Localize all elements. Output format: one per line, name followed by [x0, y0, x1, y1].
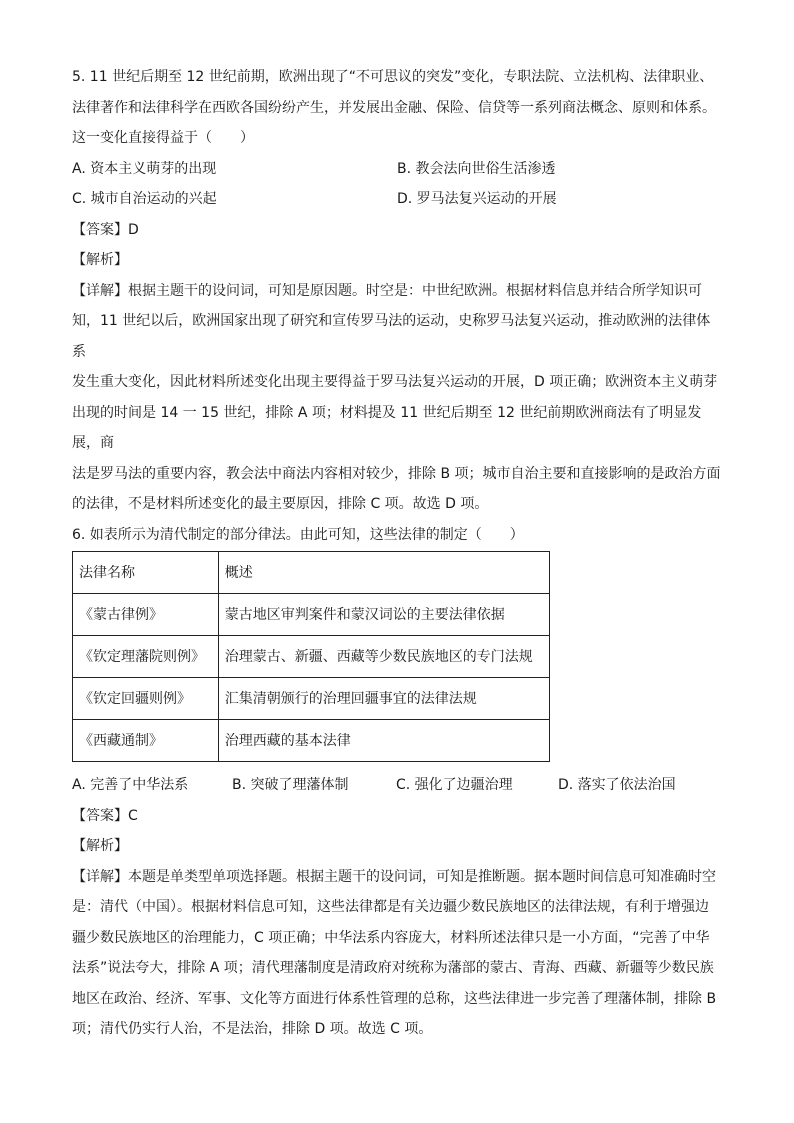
q5-detail-line: 【详解】根据主题干的设问词，可知是原因题。时空是：中世纪欧洲。根据材料信息并结合所学知识可: [72, 282, 702, 299]
q6-stem: 6. 如表所示为清代制定的部分律法。由此可知，这些法律的制定（ ）: [72, 526, 524, 543]
q6-detail: [72, 862, 722, 1045]
table-cell-summary: 蒙古地区审判案件和蒙汉词讼的主要法律依据: [218, 594, 549, 636]
q5-option-a: A. 资本主义萌芽的出现: [72, 160, 217, 177]
q5-stem-line-2: 法律著作和法律科学在西欧各国纷纷产生，并发展出金融、保险、信贷等一系列商法概念、原则和体系。: [72, 99, 716, 116]
table-header-row: [73, 552, 550, 594]
q5-option-c: C. 城市自治运动的兴起: [72, 191, 217, 207]
q6-option-b: B. 突破了理藩体制: [232, 777, 349, 793]
table-row: [73, 594, 550, 636]
q5-stem-line-1: 5. 11 世纪后期至 12 世纪前期，欧洲出现了“不可思议的突发”变化，专职法院、立法机构、法律职业、: [72, 69, 714, 85]
q6-detail-line: 【详解】本题是单类型单项选择题。根据主题干的设问词，可知是推断题。据本题时间信息可知准确时空: [72, 868, 716, 885]
q6-option-a: A. 完善了中华法系: [72, 777, 189, 793]
q6-option-c: C. 强化了边疆治理: [396, 777, 513, 793]
table-cell-name: 《蒙古律例》: [73, 594, 219, 636]
table-header-summary: 概述: [218, 552, 549, 594]
q5-stem-line-3: 这一变化直接得益于（ ）: [72, 130, 254, 146]
table-row: [73, 678, 550, 720]
q5-option-d: D. 罗马法复兴运动的开展: [397, 191, 557, 207]
table-cell-summary: 治理蒙古、新疆、西藏等少数民族地区的专门法规: [218, 636, 549, 678]
table-row: [73, 636, 550, 678]
table-cell-name: 《西藏通制》: [73, 720, 219, 762]
q5-analysis-label: 【解析】: [72, 252, 128, 268]
q5-options: [72, 154, 722, 215]
q6-detail-line: 是：清代（中国）。根据材料信息可知，这些法律都是有关边疆少数民族地区的法律法规，有利于增强边: [72, 899, 709, 915]
q6-detail-line: 疆少数民族地区的治理能力，C 项正确；中华法系内容庞大，材料所述法律只是一小方面，“完善了中华: [72, 929, 710, 946]
q5-detail-line: 发生重大变化，因此材料所述变化出现主要得益于罗马法复兴运动的开展，D 项正确；欧洲资本主义萌芽: [72, 374, 718, 390]
q6-detail-line: 法系”说法夸大，排除 A 项；清代理藩制度是清政府对统称为藩部的蒙古、青海、西藏、新疆等少数民族: [72, 960, 714, 976]
q5-detail-line: 知，11 世纪以后，欧洲国家出现了研究和宣传罗马法的运动，史称罗马法复兴运动，推动欧洲的法律体系: [72, 313, 711, 360]
q5-detail-line: 出现的时间是 14 一 15 世纪，排除 A 项；材料提及 11 世纪后期至 12 世纪前期欧洲商法有了明显发展，商: [72, 404, 702, 451]
table-row: [73, 720, 550, 762]
law-table: [72, 551, 550, 762]
question-6: [72, 520, 722, 1045]
question-5: [72, 62, 722, 520]
table-cell-name: 《钦定回疆则例》: [73, 678, 219, 720]
table-header-name: 法律名称: [73, 552, 219, 594]
q5-answer: 【答案】D: [72, 221, 139, 238]
q6-options: [72, 770, 722, 801]
q6-analysis-label: 【解析】: [72, 838, 128, 854]
table-cell-name: 《钦定理藩院则例》: [73, 636, 219, 678]
document-page: [72, 62, 722, 1045]
q5-detail-line: 的法律，不是材料所述变化的最主要原因，排除 C 项。故选 D 项。: [72, 496, 489, 512]
q5-detail: [72, 276, 722, 520]
q6-option-d: D. 落实了依法治国: [558, 777, 676, 793]
q6-detail-line: 地区在政治、经济、军事、文化等方面进行体系性管理的总称，这些法律进一步完善了理藩体制，排除 B: [72, 990, 717, 1007]
q5-option-b: B. 教会法向世俗生活渗透: [397, 160, 556, 177]
table-cell-summary: 治理西藏的基本法律: [218, 720, 549, 762]
q6-answer: 【答案】C: [72, 807, 138, 824]
table-cell-summary: 汇集清朝颁行的治理回疆事宜的法律法规: [218, 678, 549, 720]
q6-detail-line: 项；清代仍实行人治，不是法治，排除 D 项。故选 C 项。: [72, 1021, 433, 1037]
q5-detail-line: 法是罗马法的重要内容，教会法中商法内容相对较少，排除 B 项；城市自治主要和直接影响的是政治方面: [72, 465, 721, 482]
